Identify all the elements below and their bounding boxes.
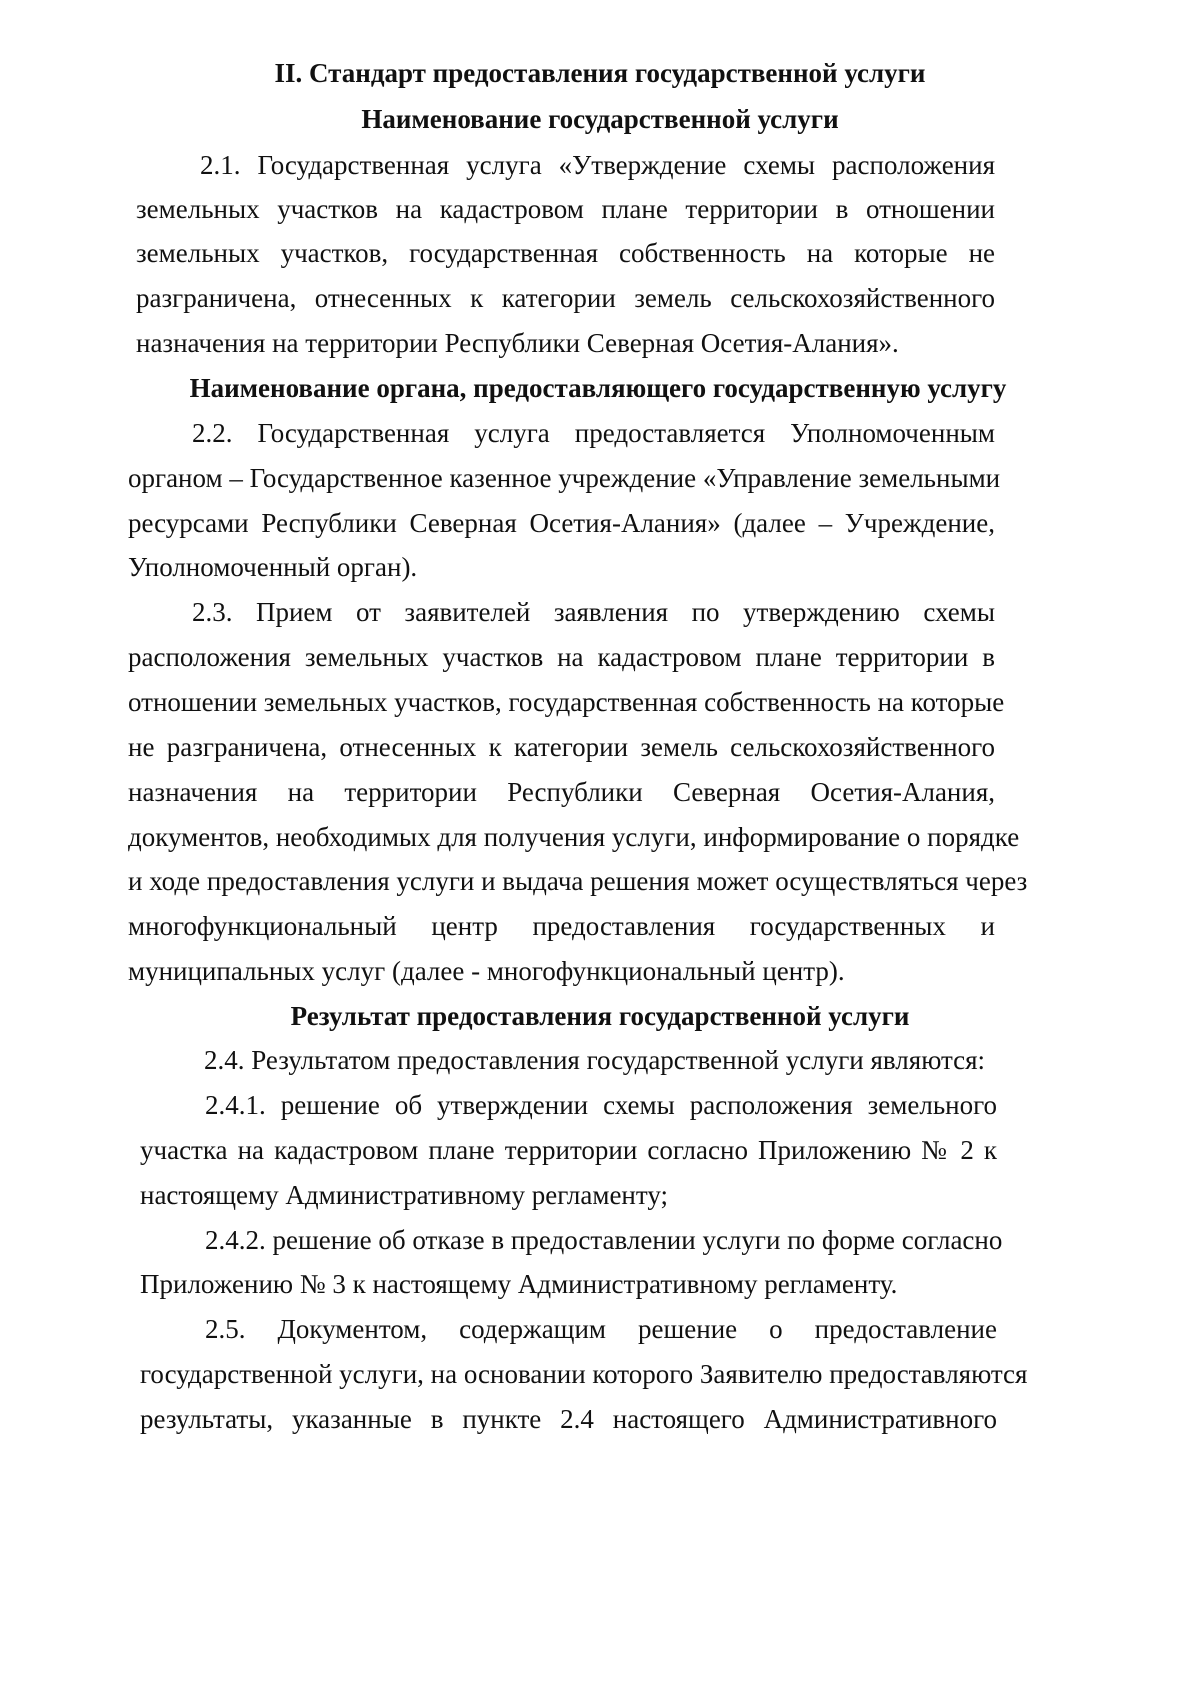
paragraph-2-4-2-line: 2.4.2. решение об отказе в предоставлении услуги по форме согласно: [205, 1225, 1003, 1255]
paragraph-2-3-line: и ходе предоставления услуги и выдача решения может осуществляться через: [128, 866, 1028, 896]
paragraph-2-1-line: разграничена, отнесенных к категории земель сельскохозяйственного: [136, 283, 995, 313]
paragraph-2-3-line: назначения на территории Республики Северная Осетия-Алания,: [128, 777, 995, 807]
paragraph-2-2-line: ресурсами Республики Северная Осетия-Алания» (далее – Учреждение,: [128, 508, 995, 538]
paragraph-2-5-line: государственной услуги, на основании которого Заявителю предоставляются: [140, 1359, 1028, 1389]
paragraph-2-1-line: 2.1. Государственная услуга «Утверждение схемы расположения: [200, 150, 995, 180]
heading-service-name: Наименование государственной услуги: [361, 104, 839, 134]
paragraph-2-4-1-line: 2.4.1. решение об утверждении схемы расположения земельного: [205, 1090, 997, 1120]
paragraph-2-4-1-line: настоящему Административному регламенту;: [140, 1180, 668, 1210]
paragraph-2-1-line: земельных участков на кадастровом плане территории в отношении: [136, 194, 995, 224]
paragraph-2-2-line: Уполномоченный орган).: [128, 552, 418, 582]
paragraph-2-2-line: 2.2. Государственная услуга предоставляется Уполномоченным: [192, 418, 995, 448]
paragraph-2-1-line: земельных участков, государственная собственность на которые не: [136, 238, 995, 268]
paragraph-2-5-line: 2.5. Документом, содержащим решение о предоставление: [205, 1314, 997, 1344]
paragraph-2-3-line: не разграничена, отнесенных к категории земель сельскохозяйственного: [128, 732, 995, 762]
paragraph-2-2-line: органом – Государственное казенное учреждение «Управление земельными: [128, 463, 1001, 493]
paragraph-2-4-line: 2.4. Результатом предоставления государственной услуги являются:: [204, 1045, 986, 1075]
heading-result: Результат предоставления государственной услуги: [290, 1001, 910, 1031]
paragraph-2-5-line: результаты, указанные в пункте 2.4 настоящего Административного: [140, 1404, 997, 1434]
section-title: II. Стандарт предоставления государственной услуги: [274, 58, 926, 88]
paragraph-2-1-line: назначения на территории Республики Северная Осетия-Алания».: [136, 328, 899, 358]
paragraph-2-4-2-line: Приложению № 3 к настоящему Административному регламенту.: [140, 1269, 898, 1299]
paragraph-2-3-line: 2.3. Прием от заявителей заявления по утверждению схемы: [192, 597, 995, 627]
paragraph-2-3-line: муниципальных услуг (далее - многофункциональный центр).: [128, 956, 845, 986]
paragraph-2-4-1-line: участка на кадастровом плане территории согласно Приложению № 2 к: [140, 1135, 997, 1165]
paragraph-2-3-line: расположения земельных участков на кадастровом плане территории в: [128, 642, 995, 672]
paragraph-2-3-line: отношении земельных участков, государственная собственность на которые: [128, 687, 1005, 717]
heading-organ: Наименование органа, предоставляющего государственную услугу: [189, 373, 1007, 403]
paragraph-2-3-line: документов, необходимых для получения услуги, информирование о порядке: [128, 822, 1020, 852]
paragraph-2-3-line: многофункциональный центр предоставления государственных и: [128, 911, 995, 941]
